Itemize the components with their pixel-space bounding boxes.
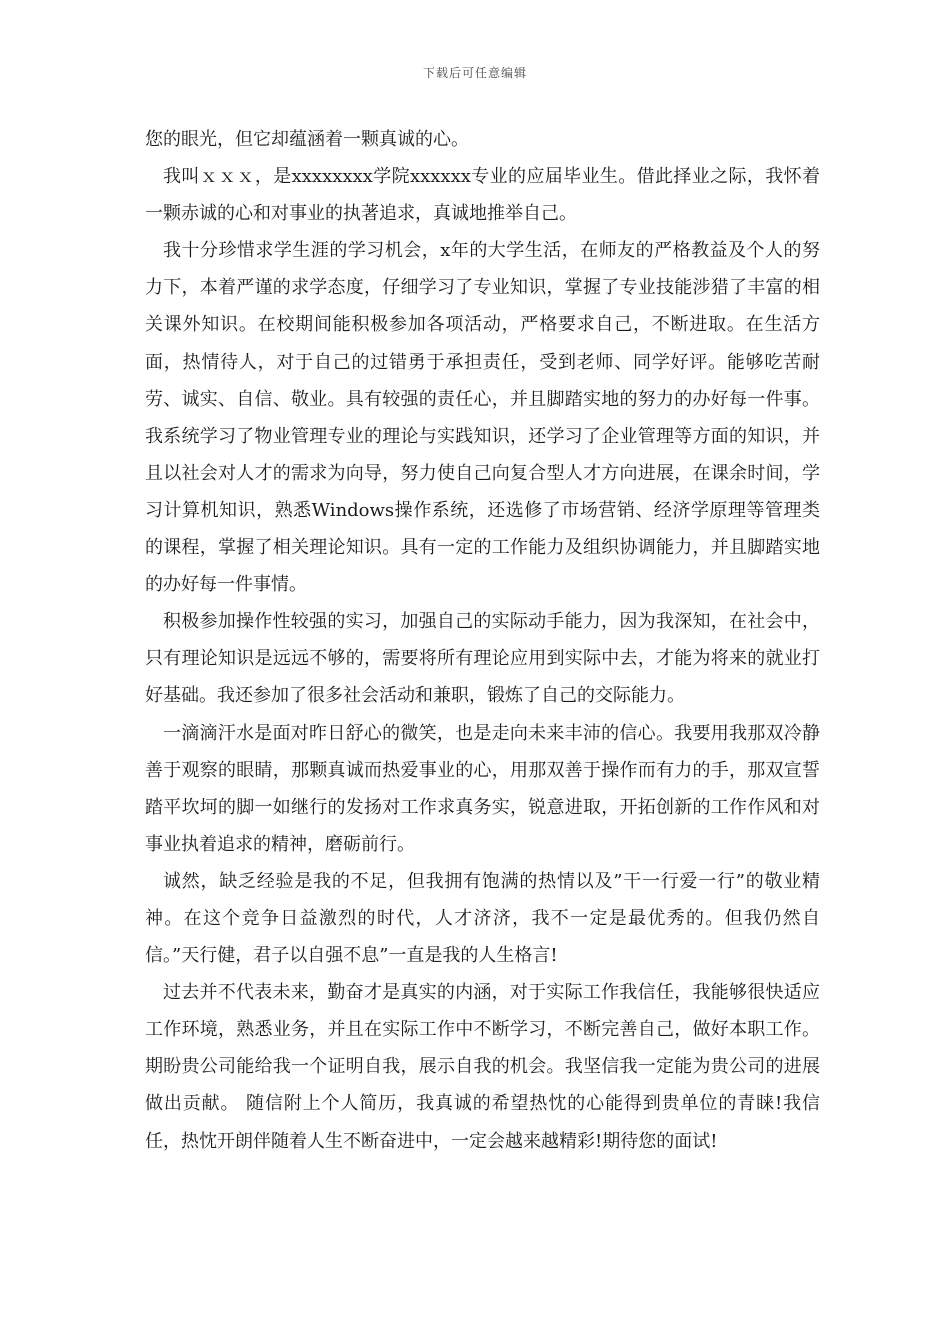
page-header: 下载后可任意编辑 — [422, 66, 527, 80]
paragraph-introduction: 我叫ｘｘｘ，是xxxxxxxx学院xxxxxx专业的应届毕业生。借此择业之际，我怀着一颗赤诚的心和对事业的执著追求，真诚地推举自己。 — [145, 166, 820, 225]
paragraph-closing: 过去并不代表未来，勤奋才是真实的内涵，对于实际工作我信任，我能够很快适应工作环境，熟悉业务，并且在实际工作中不断学习，不断完善自己，做好本职工作。期盼贵公司能给我一个证明自我，展示自我的机会。我坚信我一定能为贵公司的进展做出贡献。 随信附上个人简历，我真诚的希望热忱的心能得到贵单位的青睐!我信任，热忱开朗伴随着人生不断奋进中，一定会越来越精彩!期待您的面试! — [145, 982, 820, 1152]
paragraph-continuation: 您的眼光，但它却蕴涵着一颗真诚的心。 — [145, 129, 469, 150]
paragraph-internship: 积极参加操作性较强的实习，加强自己的实际动手能力，因为我深知，在社会中，只有理论知识是远远不够的，需要将所有理论应用到实际中去，才能为将来的就业打好基础。我还参加了很多社会活动和兼职，锻炼了自己的交际能力。 — [145, 611, 820, 707]
paragraph-education: 我十分珍惜求学生涯的学习机会，x年的大学生活，在师友的严格教益及个人的努力下，本着严谨的求学态度，仔细学习了专业知识，掌握了专业技能涉猎了丰富的相关课外知识。在校期间能积极参加各项活动，严格要求自己，不断进取。在生活方面，热情待人，对于自己的过错勇于承担责任，受到老师、同学好评。能够吃苦耐劳、诚实、自信、敬业。具有较强的责任心，并且脚踏实地的努力的办好每一件事。我系统学习了物业管理专业的理论与实践知识，还学习了企业管理等方面的知识，并且以社会对人才的需求为向导，努力使自己向复合型人才方向进展，在课余时间，学习计算机知识，熟悉Windows操作系统，还选修了市场营销、经济学原理等管理类的课程，掌握了相关理论知识。具有一定的工作能力及组织协调能力，并且脚踏实地的办好每一件事情。 — [145, 240, 820, 596]
paragraph-confidence: 诚然，缺乏经验是我的不足，但我拥有饱满的热情以及”干一行爱一行”的敬业精神。在这个竞争日益激烈的时代，人才济济，我不一定是最优秀的。但我仍然自信。”天行健，君子以自强不息”一直是我的人生格言! — [145, 870, 820, 967]
paragraph-determination: 一滴滴汗水是面对昨日舒心的微笑，也是走向未来丰沛的信心。我要用我那双冷静善于观察的眼睛，那颗真诚而热爱事业的心，用那双善于操作而有力的手，那双宣誓踏平坎坷的脚一如继行的发扬对工作求真务实，锐意进取，开拓创新的工作作风和对事业执着追求的精神，磨砺前行。 — [145, 722, 820, 855]
document-body — [145, 121, 820, 1160]
